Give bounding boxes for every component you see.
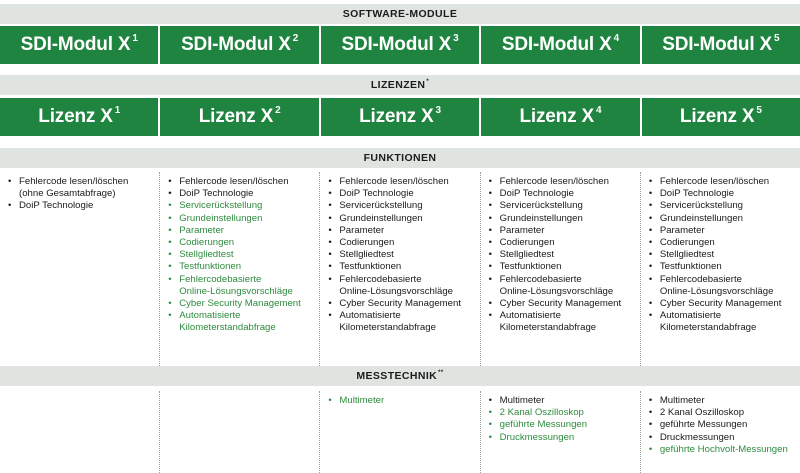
list-item: [168, 310, 315, 334]
list-item: [489, 395, 636, 407]
module-row: [0, 26, 800, 64]
list-item: [649, 249, 796, 261]
list-item-text: • Codierungen: [339, 237, 395, 249]
messtechnik-column-4: [480, 391, 640, 473]
list-item-text: • Parameter: [499, 224, 545, 236]
license-4: [481, 98, 641, 136]
funktionen-title: FUNKTIONEN: [363, 152, 437, 164]
list-item: [489, 419, 636, 431]
list-item: [649, 176, 796, 188]
list-item: [489, 249, 636, 261]
license-label: Lizenz X: [38, 106, 113, 127]
funktionen-list: [328, 176, 475, 335]
messtechnik-footnote-mark: **: [438, 370, 444, 376]
license-superscript: 2: [275, 104, 281, 116]
list-item-text: • Druckmessungen: [659, 431, 735, 443]
list-item-text: • Automatisierte: [179, 310, 241, 322]
list-item-text: • Fehlercode lesen/löschen: [499, 176, 609, 187]
module-label: SDI-Modul X: [181, 34, 291, 55]
list-item-text: • Stellgliedtest: [179, 249, 234, 261]
list-item-text: • Testfunktionen: [499, 261, 562, 273]
software-module-header: [0, 4, 800, 24]
list-item-text: Kilometerstandabfrage: [179, 322, 276, 334]
license-row: [0, 98, 800, 136]
list-item-text: • Testfunktionen: [339, 261, 402, 273]
list-item-text: • Fehlercodebasierte: [499, 273, 582, 285]
list-item-text: • Multimeter: [659, 395, 705, 406]
messtechnik-columns: [0, 391, 800, 473]
list-item: [489, 213, 636, 225]
module-label: SDI-Modul X: [341, 34, 452, 55]
list-item: [489, 432, 636, 444]
list-item: [649, 225, 796, 237]
funktionen-list: [489, 176, 636, 335]
license-label: Lizenz X: [198, 106, 274, 127]
list-item: [649, 432, 796, 444]
list-item: [649, 261, 796, 273]
module-3: [321, 26, 481, 64]
list-item-text: • Grundeinstellungen: [499, 212, 583, 224]
messtechnik-list: [489, 395, 636, 444]
list-item-text: Kilometerstandabfrage: [339, 322, 436, 334]
list-item: [328, 274, 475, 298]
funktionen-list: [8, 176, 155, 213]
list-item-text: • Stellgliedtest: [499, 249, 555, 261]
funktionen-column-3: [319, 172, 479, 366]
list-item: [168, 298, 315, 310]
list-item-text: • 2 Kanal Oszilloskop: [659, 407, 745, 419]
list-item-text: • Cyber Security Management: [179, 298, 301, 310]
list-item: [489, 237, 636, 249]
list-item-text: • Servicerückstellung: [499, 200, 583, 212]
list-item-text: • DoiP Technologie: [339, 188, 414, 200]
license-superscript: 4: [595, 104, 602, 116]
list-item-text: Online-Lösungsvorschläge: [659, 285, 774, 297]
list-item-text: • Parameter: [179, 224, 224, 236]
license-3: [321, 98, 481, 136]
list-item: [168, 225, 315, 237]
list-item: [489, 274, 636, 298]
module-label: SDI-Modul X: [662, 34, 772, 55]
list-item: [8, 200, 155, 212]
module-5: [642, 26, 800, 64]
list-item: [489, 310, 636, 334]
messtechnik-column-3: [319, 391, 479, 473]
list-item-text: • Automatisierte: [659, 310, 722, 322]
list-item: [328, 176, 475, 188]
list-item-text: • Fehlercode lesen/löschen: [339, 176, 449, 187]
list-item: [328, 249, 475, 261]
list-item-text: • geführte Messungen: [659, 419, 748, 431]
list-item: [168, 237, 315, 249]
funktionen-columns: [0, 172, 800, 366]
list-item-text: • Grundeinstellungen: [339, 212, 423, 224]
module-1: [0, 26, 160, 64]
lizenzen-header: [0, 75, 800, 95]
list-item-text: • Cyber Security Management: [339, 298, 461, 310]
list-item-text: • Testfunktionen: [659, 261, 722, 273]
list-item-text: • Fehlercode lesen/löschen: [19, 176, 129, 187]
list-item-text: Online-Lösungsvorschläge: [179, 285, 293, 297]
messtechnik-list: [328, 395, 475, 407]
module-superscript: 3: [453, 32, 459, 44]
list-item: [8, 176, 155, 200]
module-label: SDI-Modul X: [20, 34, 131, 55]
list-item: [489, 200, 636, 212]
license-label: Lizenz X: [679, 106, 755, 127]
list-item-text: Kilometerstandabfrage: [499, 322, 597, 334]
list-item-text: • Cyber Security Management: [659, 298, 782, 310]
list-item-text: • DoiP Technologie: [19, 200, 94, 212]
list-item-text: • Stellgliedtest: [659, 249, 715, 261]
list-item: [649, 200, 796, 212]
list-item-text: • Testfunktionen: [179, 261, 242, 273]
license-label: Lizenz X: [359, 106, 434, 127]
list-item: [649, 188, 796, 200]
funktionen-list: [168, 176, 315, 335]
list-item-text: • geführte Messungen: [499, 419, 588, 431]
list-item-text: • Grundeinstellungen: [659, 212, 744, 224]
list-item: [168, 274, 315, 298]
lizenzen-footnote-mark: *: [426, 79, 430, 85]
messtechnik-column-5: [640, 391, 800, 473]
list-item: [328, 237, 475, 249]
license-superscript: 5: [756, 104, 762, 116]
list-item: [168, 188, 315, 200]
list-item-text: • Codierungen: [179, 237, 235, 249]
list-item-text: • Automatisierte: [339, 310, 401, 322]
software-module-title: SOFTWARE-MODULE: [342, 8, 458, 20]
module-2: [160, 26, 320, 64]
list-item: [489, 188, 636, 200]
list-item: [168, 200, 315, 212]
list-item: [649, 237, 796, 249]
list-item-text: • Multimeter: [499, 395, 545, 406]
list-item-text: • Servicerückstellung: [339, 200, 423, 212]
messtechnik-title: MESSTECHNIK: [356, 370, 438, 382]
list-item-text: • Multimeter: [339, 395, 385, 406]
list-item: [649, 310, 796, 334]
messtechnik-list: [649, 395, 796, 456]
list-item-text: Online-Lösungsvorschläge: [339, 285, 453, 297]
list-item-text: • Druckmessungen: [499, 431, 575, 443]
license-label: Lizenz X: [519, 106, 594, 127]
list-item-text: • DoiP Technologie: [499, 188, 574, 200]
list-item-text: • Grundeinstellungen: [179, 212, 263, 224]
list-item-text: • Servicerückstellung: [179, 200, 263, 212]
list-item-text: • Automatisierte: [499, 310, 561, 322]
list-item-text: • Fehlercodebasierte: [659, 273, 742, 285]
list-item-text: • Parameter: [659, 224, 705, 236]
list-item: [649, 395, 796, 407]
list-item-text: • Codierungen: [499, 237, 555, 249]
list-item-text: • geführte Hochvolt-Messungen: [659, 443, 788, 455]
list-item: [489, 298, 636, 310]
list-item: [489, 176, 636, 188]
list-item-text: • Servicerückstellung: [659, 200, 743, 212]
list-item-text: • Fehlercode lesen/löschen: [179, 176, 289, 187]
list-item: [649, 213, 796, 225]
list-item: [489, 261, 636, 273]
module-superscript: 5: [773, 32, 780, 44]
list-item: [168, 213, 315, 225]
list-item-text: • Cyber Security Management: [499, 298, 622, 310]
license-superscript: 1: [114, 104, 121, 116]
funktionen-column-1: [0, 172, 159, 366]
list-item: [328, 188, 475, 200]
list-item: [489, 225, 636, 237]
list-item: [649, 274, 796, 298]
list-item: [168, 249, 315, 261]
funktionen-column-2: [159, 172, 319, 366]
list-item: [328, 200, 475, 212]
license-superscript: 3: [435, 104, 441, 116]
list-item-text: • Codierungen: [659, 237, 715, 249]
list-item-text: • DoiP Technologie: [659, 188, 735, 200]
license-1: [0, 98, 160, 136]
list-item: [168, 261, 315, 273]
list-item: [328, 261, 475, 273]
messtechnik-column-1: [0, 391, 159, 473]
list-item-text: • Stellgliedtest: [339, 249, 394, 261]
module-superscript: 4: [613, 32, 619, 44]
list-item-text: Kilometerstandabfrage: [659, 322, 757, 334]
list-item: [328, 213, 475, 225]
funktionen-list: [649, 176, 796, 335]
list-item-text: • Fehlercodebasierte: [339, 273, 422, 285]
messtechnik-column-2: [159, 391, 319, 473]
list-item: [168, 176, 315, 188]
license-2: [160, 98, 320, 136]
messtechnik-header: [0, 366, 800, 386]
module-4: [481, 26, 641, 64]
list-item-text: • Fehlercodebasierte: [179, 273, 262, 285]
module-label: SDI-Modul X: [501, 34, 612, 55]
funktionen-header: [0, 148, 800, 168]
list-item-text: • Fehlercode lesen/löschen: [659, 176, 770, 187]
module-superscript: 1: [132, 32, 138, 44]
license-5: [642, 98, 800, 136]
list-item: [649, 444, 796, 456]
list-item: [649, 419, 796, 431]
lizenzen-title: LIZENZEN: [370, 79, 426, 91]
list-item-text: • 2 Kanal Oszilloskop: [499, 407, 584, 419]
list-item-text: • Parameter: [339, 224, 385, 236]
list-item: [328, 298, 475, 310]
list-item: [328, 310, 475, 334]
list-item: [328, 225, 475, 237]
funktionen-column-4: [480, 172, 640, 366]
list-item: [328, 395, 475, 407]
list-item-text: • DoiP Technologie: [179, 188, 254, 200]
list-item: [489, 407, 636, 419]
funktionen-column-5: [640, 172, 800, 366]
module-superscript: 2: [292, 32, 299, 44]
list-item: [649, 407, 796, 419]
list-item: [649, 298, 796, 310]
list-item-text: Online-Lösungsvorschläge: [499, 285, 614, 297]
list-item-text: (ohne Gesamtabfrage): [19, 188, 116, 200]
